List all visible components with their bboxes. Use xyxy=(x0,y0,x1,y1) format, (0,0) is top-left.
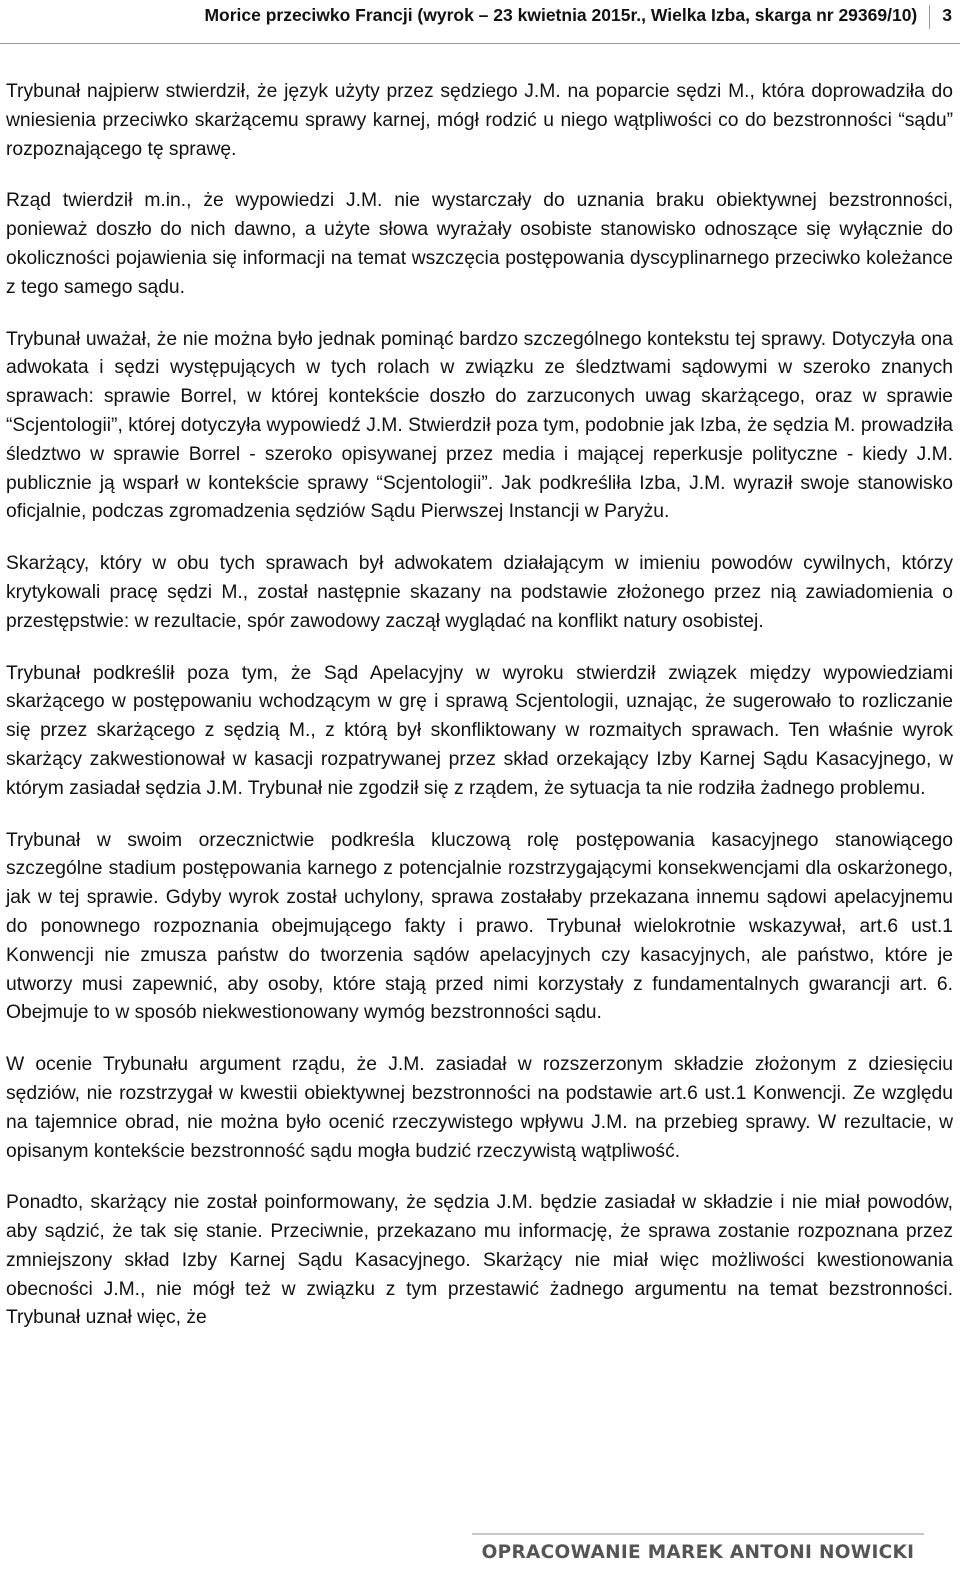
header-divider xyxy=(929,5,930,29)
paragraph: Ponadto, skarżący nie został poinformowany, że sędzia J.M. będzie zasiadał w składzie i nie miał powodów, aby sądzić, że tak się stanie. Przeciwnie, przekazano mu informację, że sprawa zostanie rozpoznana przez zmniejszony skład Izby Karnej Sądu Kasacyjnego. Skarżący nie miał więc możliwości kwestionowania obecności J.M., nie mógł też w związku z tym przestawić żadnego argumentu na temat bezstronności. Trybunał uznał więc, że xyxy=(6,1192,953,1329)
document-body xyxy=(6,78,953,1356)
paragraph: Rząd twierdził m.in., że wypowiedzi J.M. nie wystarczały do uznania braku obiektywnej bezstronności, ponieważ doszło do nich dawno, a użyte słowa wyrażały osobiste stanowisko odnoszące się wyłącznie do okoliczności pojawienia się informacji na temat wszczęcia postępowania dyscyplinarnego przeciwko koleżance z tego samego sądu. xyxy=(6,190,953,298)
paragraph: Skarżący, który w obu tych sprawach był adwokatem działającym w imieniu powodów cywilnych, którzy krytykowali pracę sędzi M., został następnie skazany na podstawie złożonego przez nią zawiadomienia o przestępstwie: w rezultacie, spór zawodowy zaczął wyglądać na konflikt natury osobistej. xyxy=(6,553,953,632)
page-header xyxy=(0,0,960,44)
paragraph: W ocenie Trybunału argument rządu, że J.M. zasiadał w rozszerzonym składzie złożonym z dziesięciu sędziów, nie rozstrzygał w kwestii obiektywnej bezstronności na podstawie art.6 ust.1 Konwencji. Ze względu na tajemnice obrad, nie można było ocenić rzeczywistego wpływu J.M. na przebieg sprawy. W rezultacie, w opisanym kontekście bezstronność sądu mogła budzić rzeczywistą wątpliwość. xyxy=(6,1054,953,1162)
paragraph: Trybunał uważał, że nie można było jednak pominąć bardzo szczególnego kontekstu tej sprawy. Dotyczyła ona adwokata i sędzi występujących w tych rolach w związku ze śledztwami sądowymi w szeroko znanych sprawach: sprawie Borrel, w której kontekście doszło do zarzuconych uwag skarżącego, oraz w sprawie “Scjentologii”, której dotyczyła wypowiedź J.M. Stwierdził poza tym, podobnie jak Izba, że sędzia M. prowadziła śledztwo w sprawie Borrel - szeroko opisywanej przez media i mającej reperkusje polityczne - kiedy J.M. publicznie ją wsparł w kontekście sprawy “Scjentologii”. Jak podkreśliła Izba, J.M. wyraził swoje stanowisko oficjalnie, podczas zgromadzenia sędziów Sądu Pierwszej Instancji w Paryżu. xyxy=(6,328,953,523)
paragraph: Trybunał podkreślił poza tym, że Sąd Apelacyjny w wyroku stwierdził związek między wypowiedziami skarżącego w postępowaniu wchodzącym w grę i sprawą Scjentologii, uznając, że sugerowało to rozliczanie się przez skarżącego z sędzią M., z którą był skonfliktowany w rozmaitych sprawach. Ten właśnie wyrok skarżący zakwestionował w kasacji rozpatrywanej przez skład orzekający Izby Karnej Sądu Kasacyjnego, w którym zasiadał sędzia J.M. Trybunał nie zgodził się z rządem, że sytuacja ta nie rodziła żadnego problemu. xyxy=(6,662,953,799)
page-number: 3 xyxy=(942,5,952,25)
page-footer: OPRACOWANIE MAREK ANTONI NOWICKI xyxy=(472,1533,924,1569)
paragraph: Trybunał w swoim orzecznictwie podkreśla kluczową rolę postępowania kasacyjnego stanowiącego szczególne stadium postępowania karnego z potencjalnie rozstrzygającymi konsekwencjami dla oskarżonego, jak w tej sprawie. Gdyby wyrok został uchylony, sprawa zostałaby przekazana innemu sądowi apelacyjnemu do ponownego rozpoznania obejmującego fakty i prawo. Trybunał wielokrotnie wskazywał, art.6 ust.1 Konwencji nie zmusza państw do tworzenia sądów apelacyjnych czy kasacyjnych, ale państwo, które je utworzy musi zapewnić, aby osoby, które stają przed nimi korzystały z fundamentalnych gwarancji art. 6. Obejmuje to w sposób niekwestionowany wymóg bezstronności sądu. xyxy=(6,829,953,1024)
paragraph: Trybunał najpierw stwierdził, że język użyty przez sędziego J.M. na poparcie sędzi M., która doprowadziła do wniesienia przeciwko skarżącemu sprawy karnej, mógł rodzić u niego wątpliwości co do bezstronności “sądu” rozpoznającego tę sprawę. xyxy=(6,81,953,160)
header-title: Morice przeciwko Francji (wyrok – 23 kwietnia 2015r., Wielka Izba, skarga nr 29369/10) xyxy=(204,5,918,25)
